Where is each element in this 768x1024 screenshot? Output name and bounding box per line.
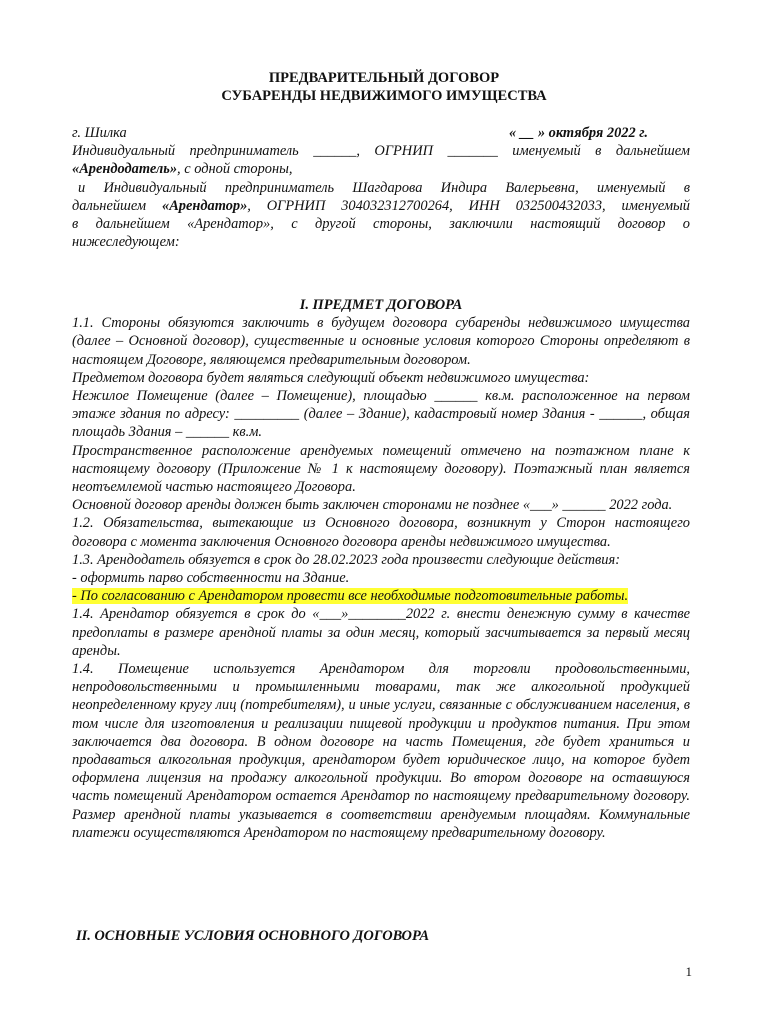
highlighted-text: По согласованию с Арендатором провести все необходимые подготовительные работы. <box>80 588 629 605</box>
section2-title: II. ОСНОВНЫЕ УСЛОВИЯ ОСНОВНОГО ДОГОВОРА <box>76 928 430 944</box>
city: г. Шилка <box>72 125 127 141</box>
section1-title: I. ПРЕДМЕТ ДОГОВОРА <box>299 297 463 313</box>
paragraph-ownership: - оформить парво собственности на Здание. <box>72 570 350 587</box>
paragraph-1-3: 1.3. Арендодатель обязуется в срок до 28.02.2023 года произвести следующие действия: <box>72 551 620 568</box>
paragraph-1-2: 1.2. Обязательства, вытекающие из Основного договора, возникнут у Сторон настоящего договора с момента заключения Основного договора аренды недвижимого имущества. <box>72 515 690 550</box>
paragraph-deadline: Основной договор аренды должен быть заключен сторонами не позднее «___» ______ 2022 года. <box>72 497 673 514</box>
tenant-details-line: дальнейшем «Арендатор», ОГРНИП 304032312700264, ИНН 032500432033, именуемый <box>72 197 690 214</box>
contract-date: « __ » октября 2022 г. <box>509 125 648 141</box>
contract-preamble <box>72 124 690 251</box>
paragraph-1-1: 1.1. Стороны обязуются заключить в будущем договора субаренды недвижимого имущества (далее – Основной договор), существенные и основные условия которого Стороны определяют в настоящем Договоре, являющемся предварительным договором. <box>72 315 690 368</box>
paragraph-1-4-payment: 1.4. Арендатор обязуется в срок до «___»________2022 г. внести денежную сумму в качестве предоплаты в размере арендной платы за один месяц, который засчитывается за первый месяц аренды. <box>72 606 690 659</box>
document-title-line1: ПРЕДВАРИТЕЛЬНЫЙ ДОГОВОР <box>268 70 500 86</box>
agreement-end-line: нижеследующем: <box>72 234 180 251</box>
paragraph-1-4-usage: 1.4. Помещение используется Арендатором для торговли продовольственными, непродовольственными и промышленными товарами, так же алкогольной продукцией неопределенному кругу лиц (потребителям), и иные услуги, связанные с обслуживанием населения, в том числе для изготовления и реализации пищевой продукции и продуктов питания. При этом заключается два договора. В одном договоре на часть Помещения, где будет храниться и продаваться алкогольная продукция, арендатором будет юридическое лицо, на которое будет оформлена лицензия на продажу алкогольной продукции. Во втором договоре на оставшуюся часть помещений Арендатором остается Арендатор по настоящему предварительному договору. Размер арендной платы указывается в соответствии арендуемым площадям. Коммунальные платежи осуществляются Арендатором по настоящему предварительному договору. <box>72 661 690 841</box>
agreement-line: в дальнейшем «Арендатор», с другой стороны, заключили настоящий договор о <box>72 216 690 233</box>
paragraph-floor-plan: Пространственное расположение арендуемых помещений отмечено на поэтажном плане к настоящему договору (Приложение № 1 к настоящему договору). Поэтажный план является неотъемлемой частью настоящего Договора. <box>72 442 690 496</box>
tenant-line: и Индивидуальный предприниматель Шагдарова Индира Валерьевна, именуемый в <box>78 179 690 196</box>
paragraph-premises: Нежилое Помещение (далее – Помещение), площадью ______ кв.м. расположенное на первом этаже здания по адресу: _________ (далее – Здание), кадастровый номер Здания - ______, общая площадь Здания – ______ кв.м. <box>72 388 690 441</box>
tenant-label: «Арендатор» <box>162 197 248 214</box>
landlord-line: Индивидуальный предприниматель ______, ОГРНИП _______ именуемый в дальнейшем <box>72 143 690 160</box>
document-title-line2: СУБАРЕНДЫ НЕДВИЖИМОГО ИМУЩЕСТВА <box>221 88 547 104</box>
page-number: 1 <box>685 964 692 979</box>
paragraph-preparation: - По согласованию с Арендатором провести все необходимые подготовительные работы. <box>72 588 629 605</box>
landlord-label: «Арендодатель» <box>72 161 178 178</box>
paragraph-subject: Предметом договора будет являться следующий объект недвижимого имущества: <box>72 369 590 386</box>
city-date-line <box>72 124 690 142</box>
section-subject <box>72 296 690 842</box>
landlord-role-line: «Арендодатель», с одной стороны, <box>72 161 293 178</box>
